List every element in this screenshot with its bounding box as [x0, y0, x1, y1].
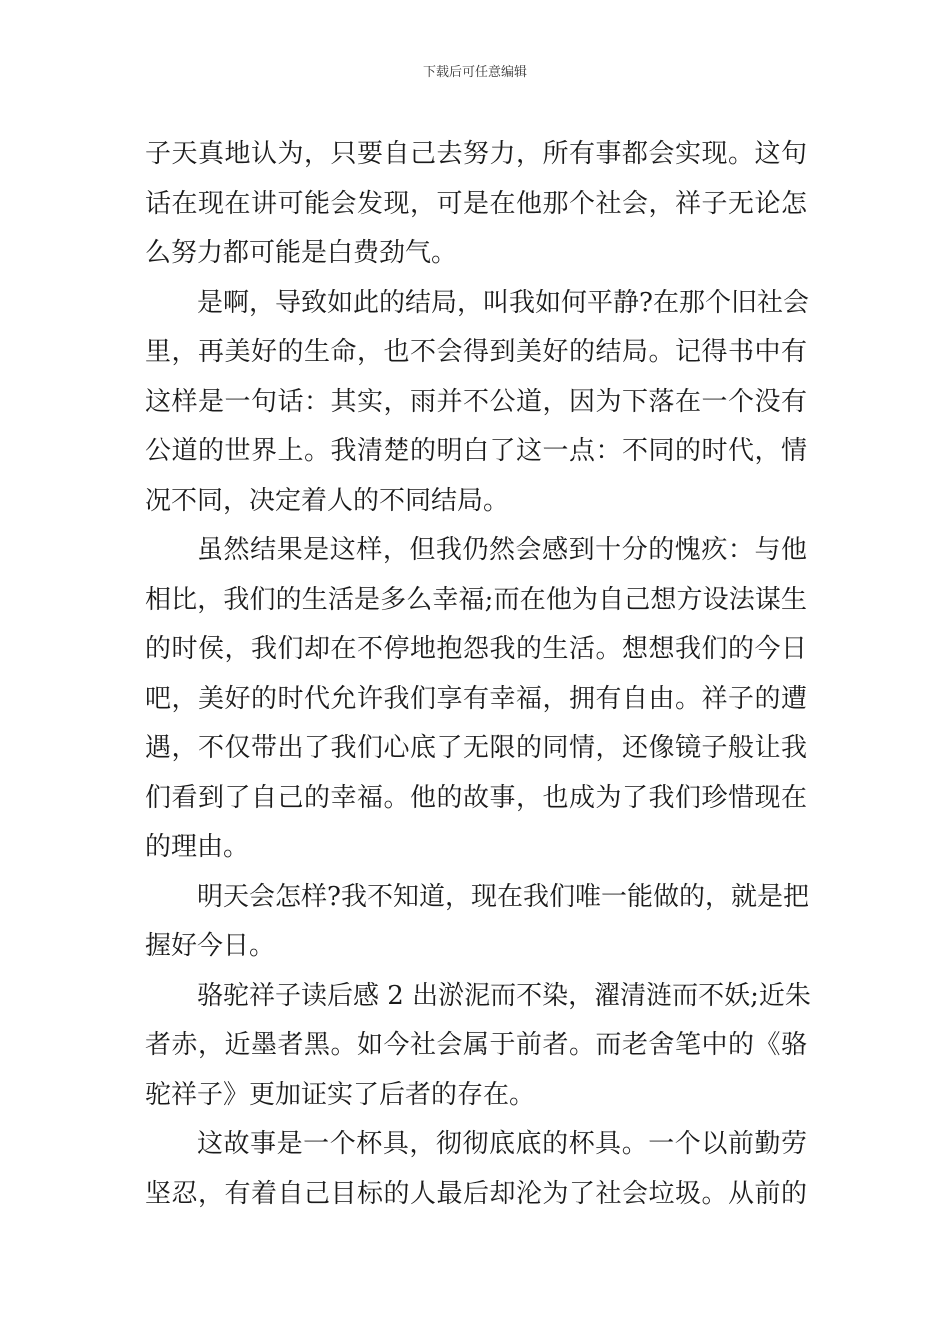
- text-line: 吧，美好的时代允许我们享有幸福，拥有自由。祥子的遭: [145, 683, 807, 714]
- text-line: 这故事是一个杯具，彻彻底底的杯具。一个以前勤劳: [197, 1129, 807, 1159]
- text-line: 子天真地认为，只要自己去努力，所有事都会实现。这句: [145, 139, 807, 169]
- text-line: 明天会怎样?我不知道，现在我们唯一能做的，就是把: [197, 881, 809, 912]
- text-line: 么努力都可能是白费劲气。: [145, 238, 458, 268]
- text-line: 们看到了自己的幸福。他的故事，也成为了我们珍惜现在: [145, 782, 807, 813]
- text-line: 驼祥子》更加证实了后者的存在。: [145, 1079, 536, 1110]
- text-line: 况不同，决定着人的不同结局。: [145, 485, 510, 516]
- document-body: [145, 130, 811, 1219]
- text-line: 话在现在讲可能会发现，可是在他那个社会，祥子无论怎: [145, 188, 807, 219]
- page-header: 下载后可任意编辑: [422, 65, 527, 80]
- text-line: 者赤，近墨者黑。如今社会属于前者。而老舍笔中的《骆: [145, 1030, 807, 1060]
- text-line: 坚忍，有着自己目标的人最后却沦为了社会垃圾。从前的: [145, 1178, 807, 1209]
- text-line: 遇，不仅带出了我们心底了无限的同情，还像镜子般让我: [145, 733, 807, 763]
- text-line: 相比，我们的生活是多么幸福;而在他为自己想方设法谋生: [145, 584, 807, 615]
- text-line: 的时侯，我们却在不停地抱怨我的生活。想想我们的今日: [145, 634, 807, 664]
- text-line: 是啊，导致如此的结局，叫我如何平静?在那个旧社会: [197, 287, 809, 318]
- text-line: 这样是一句话：其实，雨并不公道，因为下落在一个没有: [145, 386, 807, 417]
- text-line: 虽然结果是这样，但我仍然会感到十分的愧疚：与他: [197, 535, 807, 565]
- text-line: 握好今日。: [145, 931, 276, 961]
- text-line: 公道的世界上。我清楚的明白了这一点：不同的时代，情: [145, 436, 807, 466]
- text-line: 骆驼祥子读后感 2 出淤泥而不染，濯清涟而不妖;近朱: [197, 980, 811, 1011]
- text-line: 的理由。: [145, 832, 250, 862]
- text-line: 里，再美好的生命，也不会得到美好的结局。记得书中有: [145, 337, 807, 367]
